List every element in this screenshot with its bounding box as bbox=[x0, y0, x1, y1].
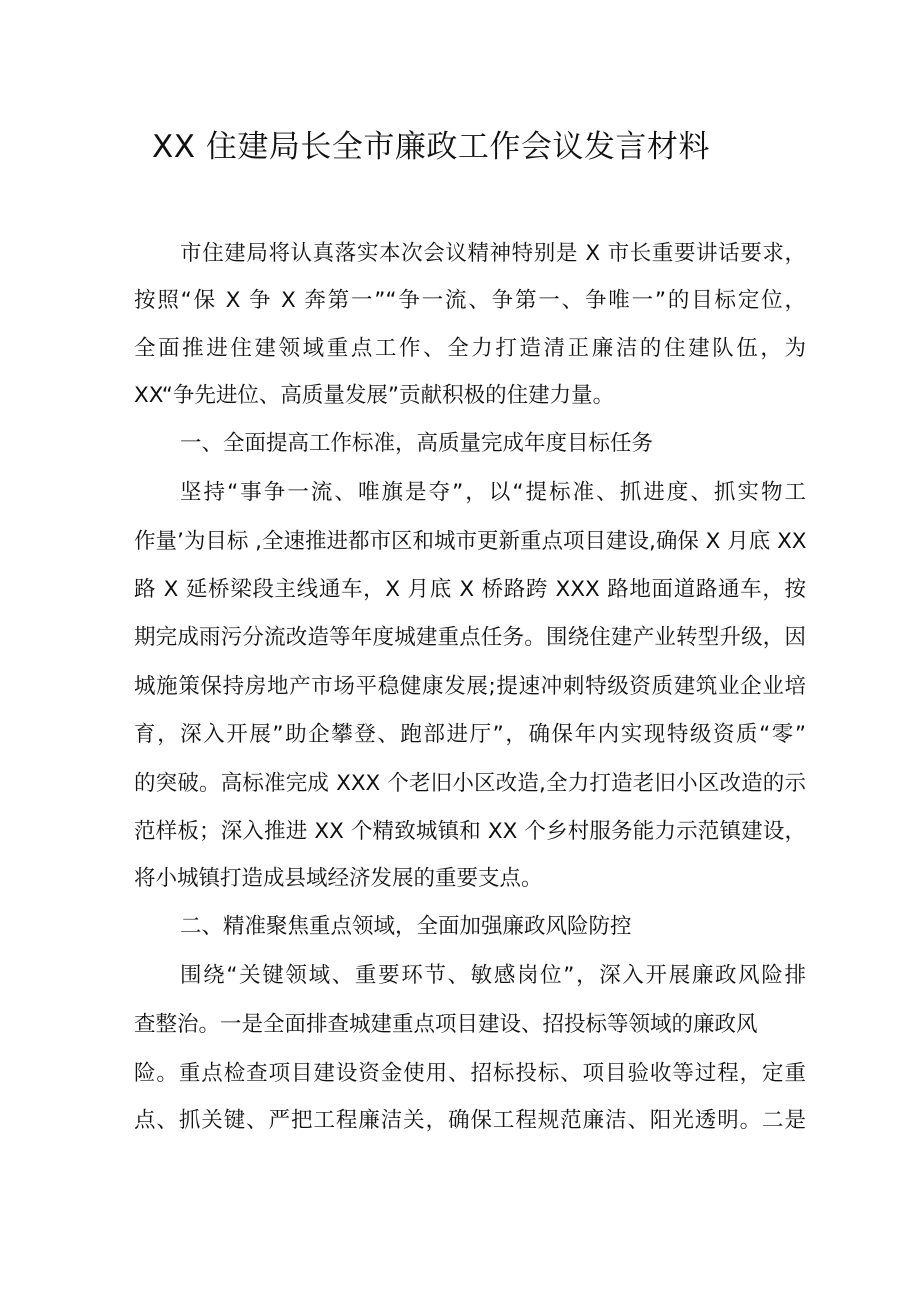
section-heading-1: 一、全面提高工作标准，高质量完成年度目标任务 bbox=[180, 431, 654, 456]
paragraph-2-line-4: 期完成雨污分流改造等年度城建重点任务。围绕住建产业转型升级，因 bbox=[134, 625, 806, 650]
paragraph-2-line-2: 作量’为目标 ,全速推进都市区和城市更新重点项目建设,确保 X 月底 XX bbox=[134, 529, 807, 554]
paragraph-3-line-4: 点、抓关键、严把工程廉洁关，确保工程规范廉洁、阳光透明。二是 bbox=[134, 1108, 806, 1133]
paragraph-1-line-1: 市住建局将认真落实本次会议精神特别是 X 市长重要讲话要求， bbox=[180, 241, 806, 266]
document-title: XX 住建局长全市廉政工作会议发言材料 bbox=[152, 129, 710, 165]
paragraph-2-line-9: 将小城镇打造成县域经济发展的重要支点。 bbox=[134, 866, 543, 891]
paragraph-2-line-3: 路 X 延桥梁段主线通车，X 月底 X 桥路跨 XXX 路地面道路通车，按 bbox=[134, 577, 806, 602]
paragraph-2-line-1: 坚持“事争一流、唯旗是夺”，以“提标准、抓进度、抓实物工 bbox=[180, 480, 806, 505]
paragraph-2-line-6: 育，深入开展”助企攀登、跑部进厅”，确保年内实现特级资质“零” bbox=[134, 722, 806, 747]
paragraph-1-line-3: 全面推进住建领域重点工作、全力打造清正廉洁的住建队伍，为 bbox=[134, 336, 806, 361]
paragraph-1-line-4: XX“争先进位、高质量发展”贡献积极的住建力量。 bbox=[134, 383, 615, 408]
paragraph-1-line-2: 按照“保 X 争 X 奔第一”“争一流、争第一、争唯一”的目标定位， bbox=[134, 288, 806, 313]
paragraph-2-line-8: 范样板；深入推进 XX 个精致城镇和 XX 个乡村服务能力示范镇建设， bbox=[134, 819, 806, 844]
paragraph-3-line-3: 险。重点检查项目建设资金使用、招标投标、项目验收等过程，定重 bbox=[134, 1061, 806, 1086]
section-heading-2: 二、精准聚焦重点领域，全面加强廉政风险防控 bbox=[180, 914, 632, 939]
paragraph-3-line-1: 围绕“关键领域、重要环节、敏感岗位”，深入开展廉政风险排 bbox=[180, 963, 806, 988]
paragraph-2-line-5: 城施策保持房地产市场平稳健康发展;提速冲刺特级资质建筑业企业培 bbox=[134, 674, 806, 699]
paragraph-3-line-2: 查整治。一是全面排查城建重点项目建设、招投标等领域的廉政风 bbox=[134, 1012, 758, 1037]
paragraph-2-line-7: 的突破。高标准完成 XXX 个老旧小区改造,全力打造老旧小区改造的示 bbox=[134, 771, 806, 796]
